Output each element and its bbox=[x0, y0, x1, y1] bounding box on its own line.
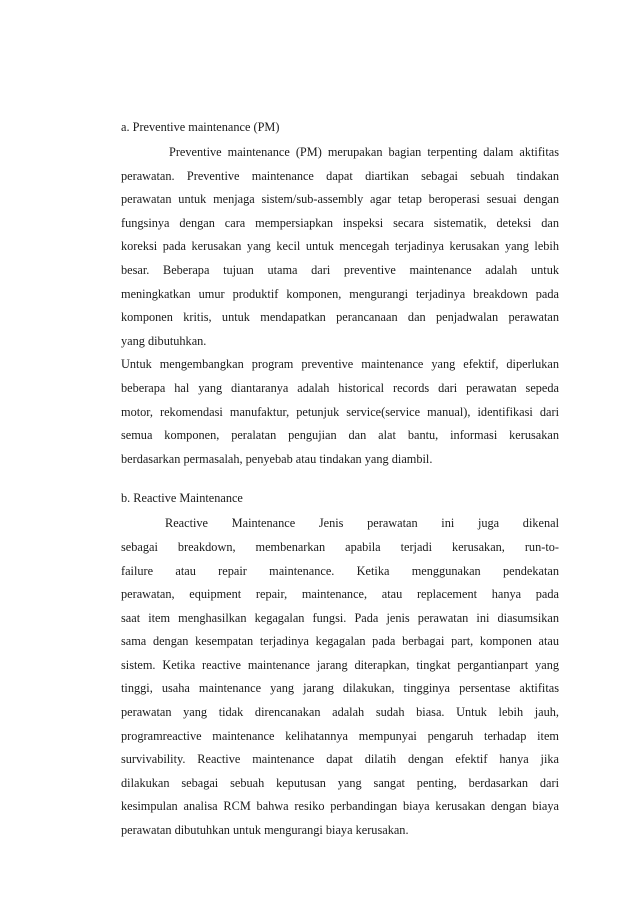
text-line: Untuk mengembangkan program preventive maintenance yang efektif, diperlukan bbox=[121, 357, 559, 372]
section-a-heading: a. Preventive maintenance (PM) bbox=[121, 120, 280, 134]
text-line: koreksi pada kerusakan yang kecil untuk mencegah terjadinya kerusakan yang lebih bbox=[121, 239, 559, 254]
text-line: berdasarkan permasalah, penyebab atau tindakan yang diambil. bbox=[121, 451, 433, 466]
text-line: sistem. Ketika reactive maintenance jarang diterapkan, tingkat pergantianpart yang bbox=[121, 657, 559, 672]
text-line: Reactive Maintenance Jenis perawatan ini juga dikenal bbox=[165, 516, 559, 531]
text-line: besar. Beberapa tujuan utama dari preventive maintenance adalah untuk bbox=[121, 262, 559, 277]
text-line: dilakukan sebagai sebuah keputusan yang sangat penting, berdasarkan dari bbox=[121, 775, 559, 790]
text-line: beberapa hal yang diantaranya adalah historical records dari perawatan sepeda bbox=[121, 380, 559, 395]
text-line: kesimpulan analisa RCM bahwa resiko perbandingan biaya kerusakan dengan biaya bbox=[121, 799, 559, 814]
text-line: komponen kritis, untuk mendapatkan perancanaan dan penjadwalan perawatan bbox=[121, 310, 559, 325]
section-a-paragraph-1 bbox=[121, 141, 559, 353]
text-line: meningkatkan umur produktif komponen, mengurangi terjadinya breakdown pada bbox=[121, 286, 559, 301]
spacer bbox=[121, 471, 559, 489]
text-line: Preventive maintenance (PM) merupakan bagian terpenting dalam aktifitas bbox=[169, 145, 559, 159]
section-b-paragraph-1 bbox=[121, 512, 559, 842]
text-line: perawatan. Preventive maintenance dapat diartikan sebagai sebuah tindakan bbox=[121, 168, 559, 183]
text-line: sama dengan kesempatan terjadinya kegagalan pada berbagai part, komponen atau bbox=[121, 634, 559, 649]
text-line: motor, rekomendasi manufaktur, petunjuk service(service manual), identifikasi dari bbox=[121, 404, 559, 419]
text-line: sebagai breakdown, membenarkan apabila terjadi kerusakan, run-to- bbox=[121, 539, 559, 554]
text-line: failure atau repair maintenance. Ketika menggunakan pendekatan bbox=[121, 563, 559, 578]
text-line: perawatan yang tidak direncanakan adalah sudah biasa. Untuk lebih jauh, bbox=[121, 705, 559, 720]
text-line: perawatan dibutuhkan untuk mengurangi biaya kerusakan. bbox=[121, 823, 409, 838]
section-a-paragraph-2 bbox=[121, 353, 559, 471]
text-line: perawatan, equipment repair, maintenance, atau replacement hanya pada bbox=[121, 587, 559, 602]
text-line: saat item menghasilkan kegagalan fungsi. Pada jenis perawatan ini diasumsikan bbox=[121, 610, 559, 625]
text-line: tinggi, usaha maintenance yang jarang dilakukan, tingginya persentase aktifitas bbox=[121, 681, 559, 696]
text-line: survivability. Reactive maintenance dapat dilatih dengan efektif hanya jika bbox=[121, 752, 559, 767]
document-page bbox=[121, 118, 559, 843]
text-line: programreactive maintenance kelihatannya mempunyai pengaruh terhadap item bbox=[121, 728, 559, 743]
text-line: perawatan untuk menjaga sistem/sub-assembly agar tetap beroperasi sesuai dengan bbox=[121, 192, 559, 207]
text-line: semua komponen, peralatan pengujian dan alat bantu, informasi kerusakan bbox=[121, 428, 559, 443]
text-line: fungsinya dengan cara mempersiapkan inspeksi secara sistematik, deteksi dan bbox=[121, 215, 559, 230]
text-line: yang dibutuhkan. bbox=[121, 333, 207, 348]
section-b-heading: b. Reactive Maintenance bbox=[121, 491, 243, 506]
